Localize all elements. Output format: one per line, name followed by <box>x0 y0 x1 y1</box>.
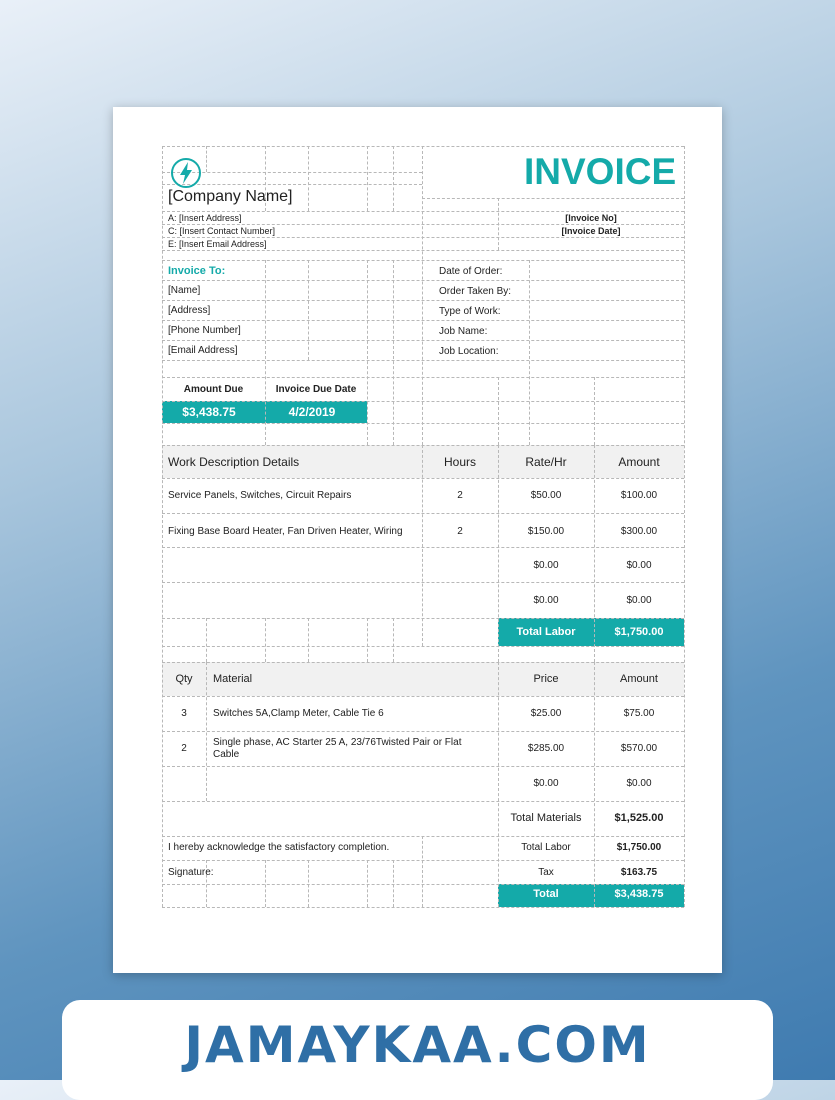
invoice-paper <box>113 107 722 973</box>
amount-due-label: Amount Due <box>183 384 244 395</box>
labor-rate: $150.00 <box>527 526 565 537</box>
type-of-work-label: Type of Work: <box>439 306 501 317</box>
materials-qty-header: Qty <box>175 673 193 685</box>
labor-hours: 2 <box>457 526 463 537</box>
labor-description: Fixing Base Board Heater, Fan Driven Heater, Wiring <box>168 526 403 537</box>
material-amount: $570.00 <box>620 743 658 754</box>
material-name: Single phase, AC Starter 25 A, 23/76Twisted Pair or Flat <box>213 737 462 748</box>
signature-label: Signature: <box>168 867 214 878</box>
bill-to-address: [Address] <box>168 305 211 316</box>
invoice-due-date-value: 4/2/2019 <box>288 405 336 419</box>
lightning-bolt-icon <box>170 157 202 189</box>
material-qty: 3 <box>181 708 187 719</box>
grand-total-value: $3,438.75 <box>614 888 664 900</box>
company-address: A: [Insert Address] <box>168 213 242 223</box>
invoice-number: [Invoice No] <box>565 213 617 223</box>
labor-hours: 2 <box>457 490 463 501</box>
labor-rate: $50.00 <box>530 490 562 501</box>
job-name-label: Job Name: <box>439 326 488 337</box>
grand-total-label: Total <box>533 888 559 900</box>
bill-to-email: [Email Address] <box>168 345 238 356</box>
company-contact: C: [Insert Contact Number] <box>168 226 276 236</box>
total-labor-value: $1,750.00 <box>614 626 664 638</box>
material-price: $0.00 <box>533 778 559 789</box>
material-price: $25.00 <box>530 708 562 719</box>
labor-amount-header: Amount <box>618 455 660 469</box>
summary-total-labor-value: $1,750.00 <box>616 842 662 853</box>
tax-label: Tax <box>538 867 554 878</box>
labor-description-header: Work Description Details <box>168 455 300 469</box>
job-location-label: Job Location: <box>439 346 499 357</box>
summary-total-labor-label: Total Labor <box>521 842 571 853</box>
amount-due-value: $3,438.75 <box>182 405 236 419</box>
total-materials-label: Total Materials <box>510 812 582 824</box>
brand-banner <box>62 1000 773 1100</box>
brand-text: JAMAYKAA.COM <box>184 1016 651 1074</box>
total-materials-value: $1,525.00 <box>614 812 664 824</box>
date-of-order-label: Date of Order: <box>439 266 503 277</box>
labor-amount: $100.00 <box>620 490 658 501</box>
labor-amount: $0.00 <box>626 560 652 571</box>
company-name: [Company Name] <box>168 188 293 205</box>
materials-amount-header: Amount <box>620 673 658 685</box>
labor-amount: $0.00 <box>626 595 652 606</box>
material-price: $285.00 <box>527 743 565 754</box>
invoice-title: INVOICE <box>524 151 677 192</box>
materials-price-header: Price <box>533 673 559 685</box>
order-taken-by-label: Order Taken By: <box>439 286 512 297</box>
tax-value: $163.75 <box>620 867 658 878</box>
bill-to-name: [Name] <box>168 285 201 296</box>
invoice-due-date-label: Invoice Due Date <box>275 384 357 395</box>
material-name: Switches 5A,Clamp Meter, Cable Tie 6 <box>213 708 384 719</box>
material-amount: $75.00 <box>623 708 655 719</box>
material-amount: $0.00 <box>626 778 652 789</box>
materials-material-header: Material <box>213 673 253 685</box>
material-qty: 2 <box>181 743 187 754</box>
invoice-date: [Invoice Date] <box>561 226 621 236</box>
acknowledge-text: I hereby acknowledge the satisfactory completion. <box>168 842 390 853</box>
labor-amount: $300.00 <box>620 526 658 537</box>
labor-description: Service Panels, Switches, Circuit Repairs <box>168 490 352 501</box>
total-labor-label: Total Labor <box>516 626 576 638</box>
bill-to-phone: [Phone Number] <box>168 325 241 336</box>
company-email: E: [Insert Email Address] <box>168 239 267 249</box>
labor-rate: $0.00 <box>533 560 559 571</box>
invoice-to-label: Invoice To: <box>168 265 226 277</box>
labor-rate-header: Rate/Hr <box>525 455 567 469</box>
material-name-continued: Cable <box>213 749 240 760</box>
invoice-sheet <box>162 146 684 908</box>
labor-rate: $0.00 <box>533 595 559 606</box>
labor-hours-header: Hours <box>443 455 476 469</box>
